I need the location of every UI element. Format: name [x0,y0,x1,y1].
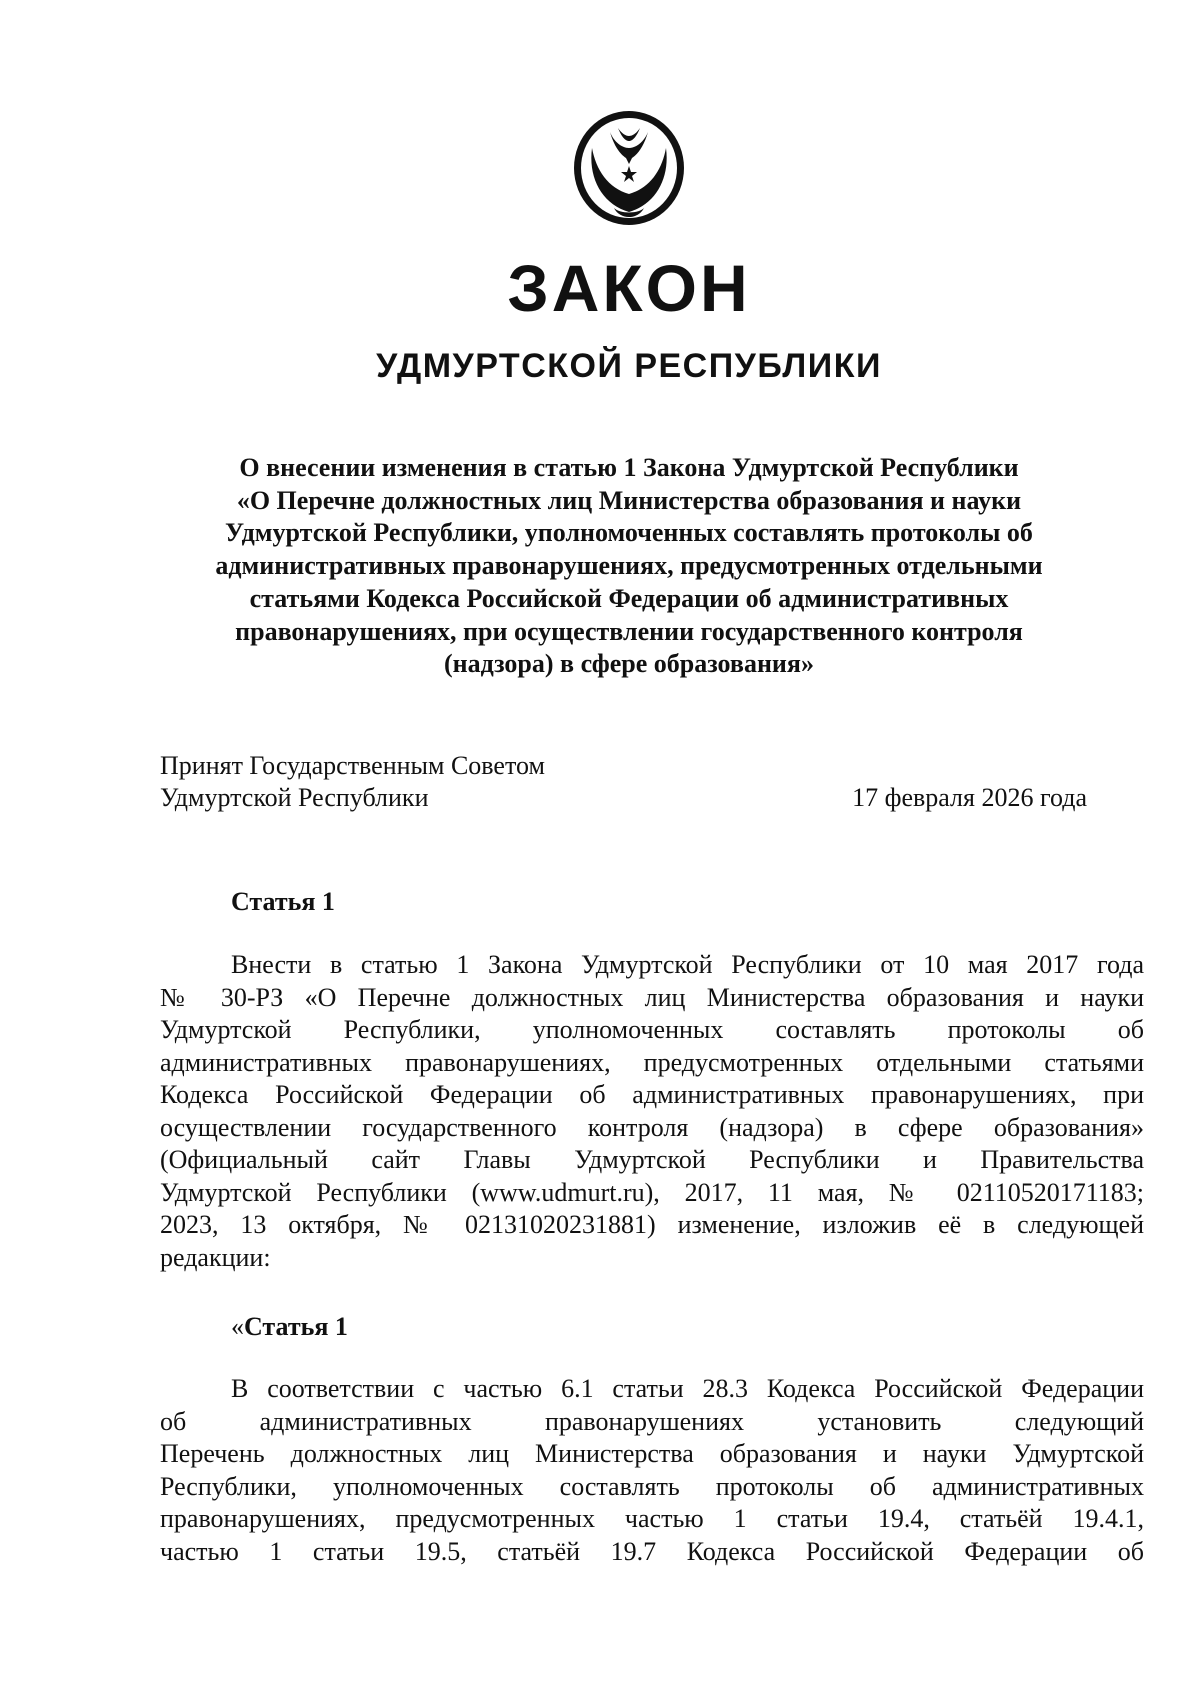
text-line: Перечень должностных лиц Министерства образования и науки Удмуртской [160,1439,1144,1468]
text-line: № 30-РЗ «О Перечне должностных лиц Министерства образования и науки [160,982,1144,1012]
document-title: ЗАКОН [507,251,751,325]
amended-article-label: Статья 1 [244,1312,348,1341]
text-line: частью 1 статьи 19.5, статьёй 19.7 Кодекса Российской Федерации об [160,1536,1144,1566]
text-line: Удмуртской Республики, уполномоченных составлять протоколы об [160,1015,1144,1044]
adoption-body-region: Удмуртской Республики [160,783,429,812]
text-line: (Официальный сайт Главы Удмуртской Республики и Правительства [160,1145,1144,1174]
amended-article-title [231,1311,348,1343]
text-line: Удмуртской Республики (www.udmurt.ru), 2017, 11 мая, № 02110520171183; [160,1177,1144,1207]
text-line: административных правонарушениях, предусмотренных отдельными статьями [160,1047,1144,1077]
text-line: осуществлении государственного контроля (надзора) в сфере образования» [160,1112,1144,1142]
heading-line: административных правонарушениях, предусмотренных отдельными [215,551,1043,581]
adoption-date: 17 февраля 2026 года [852,783,1087,812]
text-line: 2023, 13 октября, № 02131020231881) изменение, изложив её в следующей [160,1210,1144,1239]
law-heading [186,452,1072,681]
adoption-body: Принят Государственным Советом [160,751,545,780]
text-line: правонарушениях, предусмотренных частью 1 статьи 19.4, статьёй 19.4.1, [160,1504,1144,1533]
amended-article-text [160,1373,1144,1568]
quote-mark: « [231,1312,244,1341]
text-line: В соответствии с частью 6.1 статьи 28.3 Кодекса Российской Федерации [231,1374,1144,1403]
heading-line: статьями Кодекса Российской Федерации об административных [249,583,1009,613]
heading-line: «О Перечне должностных лиц Министерства образования и науки [236,485,1022,515]
heading-line: правонарушениях, при осуществлении государственного контроля [235,616,1023,646]
heading-line: О внесении изменения в статью 1 Закона Удмуртской Республики [239,453,1019,482]
article-1-title: Статья 1 [231,887,335,916]
heading-line: Удмуртской Республики, уполномоченных составлять протоколы об [225,518,1033,548]
text-line: Кодекса Российской Федерации об административных правонарушениях, при [160,1080,1144,1109]
adoption-block [160,750,1087,814]
text-line: редакции: [160,1242,271,1272]
article-1-text [160,949,1144,1274]
heading-line: (надзора) в сфере образования» [444,649,814,679]
document-subtitle: УДМУРТСКОЙ РЕСПУБЛИКИ [376,347,882,385]
text-line: об административных правонарушениях установить следующий [160,1406,1144,1436]
text-line: Республики, уполномоченных составлять протоколы об административных [160,1471,1144,1501]
text-line: Внести в статью 1 Закона Удмуртской Республики от 10 мая 2017 года [231,950,1144,979]
coat-of-arms-icon [570,108,688,234]
